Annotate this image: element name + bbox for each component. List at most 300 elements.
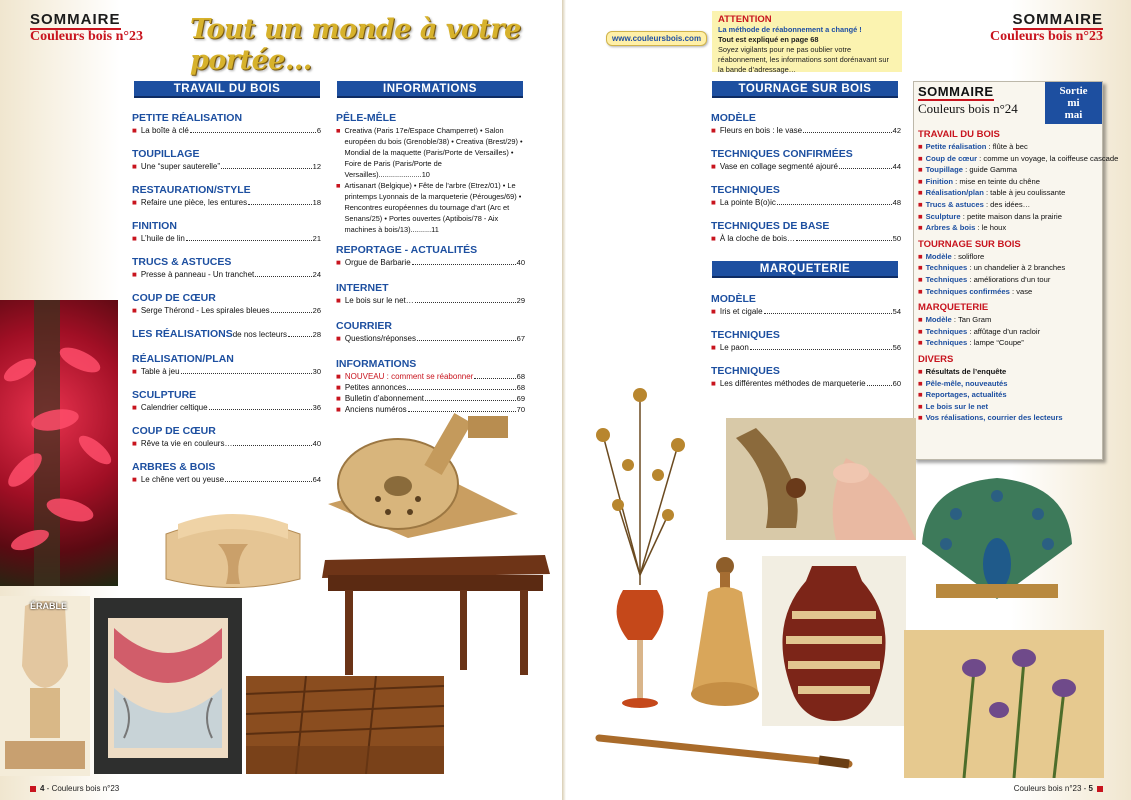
attention-line3: Soyez vigilants pour ne pas oublier votre réabonnement, les informations sont dorénavant sur la bande d’adressage… (718, 45, 889, 74)
entry-page: 21 (312, 234, 321, 243)
toc-category: TECHNIQUES (711, 365, 780, 377)
bullet-icon: ■ (918, 326, 923, 336)
toc-group (711, 220, 901, 244)
next-issue-item (918, 314, 1098, 326)
toc-entry[interactable] (132, 328, 321, 341)
bullet-icon: ■ (711, 234, 716, 243)
toc-category: SCULPTURE (132, 389, 197, 401)
entry-label: Refaire une pièce, les entures (140, 198, 248, 207)
right-header-subtitle: Couleurs bois n°23 (990, 29, 1103, 44)
left-header-title: SOMMAIRE (30, 11, 121, 28)
item-key: Arbres & bois (925, 223, 976, 233)
bullet-icon: ■ (132, 367, 137, 376)
toc-entry[interactable]: ■ Le bois sur le net… 29 (336, 296, 525, 305)
toc-category: TECHNIQUES DE BASE (711, 220, 830, 232)
entry-page: 24 (312, 270, 321, 279)
toc-group (711, 148, 901, 172)
wooden-bell-illustration (678, 552, 772, 722)
toc-group (132, 292, 321, 316)
next-issue-item (918, 378, 1098, 390)
item-value: : table à jeu coulissante (983, 188, 1066, 198)
bullet-icon: ■ (132, 126, 137, 135)
leader-dots (225, 481, 312, 482)
toc-group (132, 425, 321, 449)
right-page-number: 5 (1088, 784, 1093, 793)
next-issue-item (918, 326, 1098, 338)
bullet-icon: ■ (918, 338, 923, 348)
bullet-icon: ■ (711, 162, 716, 171)
entry-label: Une “super sauterelle” (140, 162, 220, 171)
entry-page: 6 (316, 126, 321, 135)
entry-page: 30 (312, 367, 321, 376)
sortie-word: Sortie (1059, 85, 1088, 97)
flowers-vase-illustration (588, 375, 692, 720)
entry-label: Table à jeu (140, 367, 180, 376)
sign-erable: ÉRABLE (30, 601, 68, 611)
item-key: Modèle (925, 251, 952, 261)
leader-dots (796, 240, 892, 241)
item-value: : guide Gamma (963, 165, 1018, 175)
item-key: Réalisation/plan (925, 188, 984, 198)
bullet-icon: ■ (918, 142, 923, 151)
item-text: Résultats de l’enquête (925, 366, 1007, 376)
photo-wooden-bell (678, 552, 772, 722)
item-value: : Tan Gram (951, 315, 992, 325)
toc-entry[interactable] (132, 366, 321, 377)
entry-label: Fleurs en bois : le vase (719, 126, 803, 135)
key-box-illustration (158, 504, 308, 596)
attention-line1: La méthode de réabonnement a changé ! (718, 25, 862, 34)
entry-label: À la cloche de bois… (719, 234, 795, 243)
cat-internet: INTERNET (336, 282, 389, 294)
pelemele-page-2: 11 (431, 225, 439, 234)
bullet-icon: ■ (711, 379, 716, 388)
entry-page: 68 (516, 372, 525, 381)
table-top-illustration (246, 676, 444, 774)
entry-page: 68 (516, 383, 525, 392)
toc-category: TECHNIQUES (711, 329, 780, 341)
banner-title: Tout un monde à votre portée... (190, 14, 521, 76)
bullet-icon: ■ (918, 274, 923, 284)
bullet-icon: ■ (132, 306, 137, 315)
item-value: : le houx (975, 223, 1007, 233)
left-header (30, 12, 143, 44)
toc-entry[interactable] (132, 269, 321, 280)
next-issue-item (918, 412, 1098, 424)
right-header (990, 12, 1103, 44)
peacock-illustration (916, 474, 1078, 602)
bullet-icon: ■ (132, 234, 137, 243)
attention-title: ATTENTION (718, 14, 772, 25)
toc-entry[interactable] (132, 474, 321, 485)
entry-label: La boîte à clé (140, 126, 189, 135)
next-issue-item (918, 199, 1098, 211)
toc-entry[interactable] (711, 161, 901, 172)
bullet-icon: ■ (711, 198, 716, 207)
toc-entry[interactable] (711, 197, 901, 208)
toc-category: LES RÉALISATIONS (132, 328, 233, 340)
bullet-icon: ■ (132, 475, 137, 484)
photo-iris-marquetry (904, 630, 1104, 778)
toc-entry[interactable]: ■ Bulletin d’abonnement 69 (336, 394, 525, 403)
leader-dots (271, 312, 312, 313)
item-key: Techniques (925, 338, 968, 348)
bullet-icon: ■ (918, 378, 923, 388)
leader-dots (209, 409, 312, 410)
toc-group (711, 112, 901, 136)
photo-table-top (246, 676, 444, 774)
bullet-icon: ■ (918, 223, 923, 233)
entry-label: Presse à panneau - Un tranchet (140, 270, 255, 279)
item-text: Reportages, actualités (925, 390, 1007, 400)
wooden-machine-illustration (318, 404, 518, 538)
entry-label: NOUVEAU : comment se réabonner (344, 372, 474, 381)
photo-key-box (158, 504, 308, 596)
entry-page: 56 (892, 343, 901, 352)
toc-group (132, 148, 321, 172)
next-issue-item (918, 141, 1098, 153)
entry-page: 40 (312, 439, 321, 448)
left-page-number: 4 (40, 784, 45, 793)
photo-game-table (320, 550, 552, 675)
leader-dots (803, 132, 892, 133)
toc-group (132, 389, 321, 413)
website-link[interactable]: www.couleursbois.com (606, 31, 707, 46)
left-page (0, 0, 565, 800)
toc-category: COUP DE CŒUR (132, 425, 216, 437)
toc-entry[interactable] (711, 233, 901, 244)
leader-dots (233, 445, 311, 446)
toc-entry[interactable] (711, 342, 901, 353)
photo-red-leaves (0, 300, 118, 586)
photo-wooden-machine (318, 404, 518, 538)
toc-category: MODÈLE (711, 293, 756, 305)
entry-label: Iris et cigale (719, 307, 763, 316)
toc-entry[interactable] (132, 197, 321, 208)
next-issue-title: SOMMAIRE (918, 84, 994, 99)
bullet-icon: ■ (918, 165, 923, 175)
bullet-icon: ■ (711, 343, 716, 352)
toc-group (132, 461, 321, 485)
photo-wood-flowers-vase (588, 375, 692, 720)
item-key: Techniques confirmées (925, 286, 1010, 296)
entry-page: 18 (312, 198, 321, 207)
photo-celtic-calendar (94, 598, 242, 774)
bullet-icon: ■ (132, 270, 137, 279)
entry-page: 40 (516, 258, 525, 267)
photo-wood-stick (594, 724, 854, 776)
bullet-icon: ■ (918, 401, 923, 411)
leader-dots (750, 349, 892, 350)
toc-entry[interactable]: ■ Orgue de Barbarie 40 (336, 258, 525, 267)
bar-tournage-sur-bois: TOURNAGE SUR BOIS (712, 81, 898, 98)
sortie-mi: mi (1067, 97, 1080, 109)
toc-category: TECHNIQUES CONFIRMÉES (711, 148, 853, 160)
item-key: Finition (925, 176, 954, 186)
item-value: : petite maison dans la prairie (960, 211, 1062, 221)
bullet-icon: ■ (918, 366, 923, 376)
entry-label: Rêve ta vie en couleurs… (140, 439, 233, 448)
item-key: Techniques (925, 326, 968, 336)
bullet-icon: ■ (918, 153, 923, 163)
entry-label: Vase en collage segmenté ajouré (719, 162, 838, 171)
item-value: : des idées… (983, 199, 1031, 209)
next-issue-category: TRAVAIL DU BOIS (918, 129, 1000, 140)
toc-entry[interactable]: ■ NOUVEAU : comment se réabonner 68 (336, 372, 525, 381)
leader-dots (221, 168, 312, 169)
next-issue-item (918, 274, 1098, 286)
item-text: Vos réalisations, courrier des lecteurs (925, 413, 1063, 423)
item-value: : améliorations d’un tour (967, 274, 1051, 284)
leader-dots (181, 373, 312, 374)
toc-entry[interactable] (711, 125, 901, 136)
toc-group (711, 184, 901, 208)
item-key: Trucs & astuces (925, 199, 984, 209)
toc-category: PETITE RÉALISATION (132, 112, 243, 124)
leader-dots (248, 204, 312, 205)
bullet-icon: ■ (132, 162, 137, 171)
right-page (566, 0, 1131, 800)
bullet-icon: ■ (132, 403, 137, 412)
toc-category: RESTAURATION/STYLE (132, 184, 251, 196)
next-issue-item (918, 164, 1098, 176)
leader-dots (255, 276, 311, 277)
entry-label: La pointe B(o)ic (719, 198, 776, 207)
bullet-icon: ■ (918, 390, 923, 400)
entry-page: 12 (312, 162, 321, 171)
entry-label: Petites annonces (344, 383, 407, 392)
next-issue-item (918, 153, 1119, 165)
toc-entry[interactable]: ■ Anciens numéros 70 (336, 405, 525, 414)
bullet-icon: ■ (918, 251, 923, 261)
toc-group (132, 112, 321, 136)
toc-entry[interactable]: ■ Questions/réponses 67 (336, 334, 525, 343)
next-issue-item (918, 337, 1098, 349)
game-table-illustration (320, 550, 552, 675)
entry-label: Les différentes méthodes de marqueterie (719, 379, 866, 388)
toc-informations (336, 112, 525, 424)
next-issue-sections (914, 129, 1119, 424)
toc-entry[interactable] (132, 161, 321, 172)
toc-entry[interactable]: ■ Petites annonces 68 (336, 383, 525, 392)
right-footer-text: Couleurs bois n°23 - (1013, 784, 1089, 793)
entry-page: 67 (516, 334, 525, 343)
toc-group (132, 353, 321, 377)
entry-label: Serge Thérond - Les spirales bleues (140, 306, 270, 315)
entry-page: 48 (892, 198, 901, 207)
toc-group (132, 184, 321, 208)
next-issue-item (918, 222, 1098, 234)
next-issue-item (918, 251, 1098, 263)
cat-informations: INFORMATIONS (336, 358, 417, 370)
pelemele-text-2: Artisanart (Belgique) • Fête de l’arbre (Etrez/01) • Le printemps Lyonnais de la marqueterie (Pérouges/69) • Rencontres européennes du tournage d’art (Arc et Senans/25) • Portes ouvertes (Aptibois/78 - Aix machines à bois/13) (344, 181, 522, 234)
next-issue-item (918, 286, 1098, 298)
wood-stick-illustration (594, 724, 854, 776)
entry-label: Bulletin d’abonnement (344, 394, 425, 403)
item-key: Modèle (925, 315, 952, 325)
entry-page: 44 (892, 162, 901, 171)
toc-entry[interactable] (132, 125, 321, 136)
bullet-icon: ■ (918, 315, 923, 325)
toc-group (132, 220, 321, 244)
item-key: Techniques (925, 274, 968, 284)
entry-page: 36 (312, 403, 321, 412)
bar-informations: INFORMATIONS (337, 81, 523, 98)
toc-group (711, 365, 901, 389)
toc-category: COUP DE CŒUR (132, 292, 216, 304)
next-issue-item (918, 211, 1098, 223)
toc-category: ARBRES & BOIS (132, 461, 216, 473)
entry-label: de nos lecteurs (232, 330, 287, 339)
entry-page: 50 (892, 234, 901, 243)
next-issue-item (918, 389, 1098, 401)
entry-page: 70 (516, 405, 525, 414)
next-issue-item (918, 187, 1098, 199)
item-key: Coup de cœur (925, 153, 978, 163)
leader-dots (839, 168, 892, 169)
toc-entry[interactable] (711, 306, 901, 317)
photo-sculpture-erable (0, 596, 90, 776)
pelemele-text-1: Creativa (Paris 17e/Espace Champerret) • Salon européen du bois (Grenoble/38) • Creativa (Brest/29) • Mondial de la maquette (Paris/Porte de Versailles) • Foire de Paris (Paris/Porte de Versailles) (344, 126, 523, 179)
entry-label: Orgue de Barbarie (344, 258, 411, 267)
item-value: : soliflore (951, 251, 985, 261)
item-key: Techniques (925, 263, 968, 273)
entry-page: 42 (892, 126, 901, 135)
attention-line2: Tout est expliqué en page 68 (718, 35, 819, 44)
photo-segmented-vase (762, 556, 906, 726)
item-value: : vase (1009, 286, 1033, 296)
cat-pele-mele: PÊLE-MÊLE (336, 112, 397, 124)
bar-travail-du-bois: TRAVAIL DU BOIS (134, 81, 320, 98)
bullet-icon: ■ (132, 198, 137, 207)
next-issue-item (918, 401, 1098, 413)
toc-category: TRUCS & ASTUCES (132, 256, 232, 268)
bullet-icon: ■ (918, 286, 923, 296)
toc-group (132, 328, 321, 341)
item-value: : flûte à bec (986, 142, 1028, 151)
entry-label: Calendrier celtique (140, 403, 208, 412)
bullet-icon: ■ (918, 211, 923, 221)
toc-entry[interactable] (711, 378, 901, 389)
photo-marquetry-hands (726, 418, 916, 540)
toc-category: TOUPILLAGE (132, 148, 200, 160)
next-issue-item (918, 366, 1098, 378)
toc-category: RÉALISATION/PLAN (132, 353, 234, 365)
item-value: : un chandelier à 2 branches (967, 263, 1066, 273)
toc-marqueterie (711, 293, 901, 401)
right-footer (1014, 784, 1103, 793)
cat-reportage: REPORTAGE - ACTUALITÉS (336, 244, 478, 256)
entry-page: 64 (312, 475, 321, 484)
left-footer-text: - Couleurs bois n°23 (44, 784, 120, 793)
leader-dots (288, 336, 312, 337)
entry-label: L’huile de lin (140, 234, 185, 243)
next-issue-item (918, 262, 1098, 274)
red-leaves-illustration (0, 300, 118, 586)
left-footer (30, 784, 119, 793)
attention-box (712, 11, 902, 72)
entry-page: 28 (312, 330, 321, 339)
item-value: : lampe “Coupe” (967, 338, 1024, 348)
next-issue-category: DIVERS (918, 353, 954, 365)
toc-travail-du-bois (132, 112, 321, 497)
next-issue-box (913, 81, 1119, 460)
toc-entry[interactable] (132, 402, 321, 413)
next-issue-header (914, 82, 1102, 124)
celtic-calendar-illustration (94, 598, 242, 774)
toc-group (132, 256, 321, 280)
bullet-icon: ■ (918, 188, 923, 198)
leader-dots (190, 132, 316, 133)
next-issue-subtitle: Couleurs bois n°24 (918, 101, 1018, 116)
toc-tournage (711, 112, 901, 256)
marquetry-hands-illustration (726, 418, 916, 540)
bullet-icon: ■ (711, 126, 716, 135)
toc-entry[interactable] (132, 305, 321, 316)
segmented-vase-illustration (762, 556, 906, 726)
toc-entry[interactable] (132, 438, 321, 449)
release-date-badge (1045, 82, 1102, 124)
entry-page: 69 (516, 394, 525, 403)
toc-group (711, 329, 901, 353)
bullet-icon: ■ (132, 439, 137, 448)
toc-category: TECHNIQUES (711, 184, 780, 196)
cat-courrier: COURRIER (336, 320, 393, 332)
next-issue-category: MARQUETERIE (918, 302, 989, 314)
bullet-icon: ■ (918, 199, 923, 209)
entry-label: Le chêne vert ou yeuse (140, 475, 225, 484)
sortie-mai: mai (1064, 109, 1083, 121)
entry-page: 26 (312, 306, 321, 315)
next-issue-category: TOURNAGE SUR BOIS (918, 238, 1021, 250)
leader-dots (777, 204, 892, 205)
item-text: Pêle-mêle, nouveautés (925, 378, 1008, 388)
bullet-icon: ■ (918, 413, 923, 423)
bullet-icon: ■ (918, 176, 923, 186)
entry-page: 54 (892, 307, 901, 316)
pelemele-entry-2[interactable]: ■ Artisanart (Belgique) • Fête de l’arbre (Etrez/01) • Le printemps Lyonnais de la marqueterie (Pérouges/69) • Rencontres européennes du tournage d’art (Arc et Senans/25) • Portes ouvertes (Aptibois/78 - Aix machines à bois/13)..........11 (336, 181, 522, 234)
right-header-title: SOMMAIRE (1012, 11, 1103, 28)
leader-dots (764, 313, 892, 314)
item-value: : mise en teinte du chêne (953, 176, 1040, 186)
iris-marquetry-illustration (904, 630, 1104, 778)
bullet-icon: ■ (918, 263, 923, 273)
entry-page: 60 (892, 379, 901, 388)
left-header-subtitle: Couleurs bois n°23 (30, 29, 143, 44)
pelemele-entry-1[interactable]: ■ Creativa (Paris 17e/Espace Champerret) • Salon européen du bois (Grenoble/38) • Creativa (Brest/29) • Mondial de la maquette (Paris/Porte de Versailles) • Foire de Paris (Paris/Porte de Versailles).....................10 (336, 126, 523, 179)
toc-category: FINITION (132, 220, 177, 232)
entry-label: Anciens numéros (344, 405, 407, 414)
next-issue-item (918, 176, 1098, 188)
item-key: Toupillage (925, 165, 963, 175)
item-key: Sculpture (925, 211, 961, 221)
item-value: : affûtage d’un racloir (967, 326, 1041, 336)
item-key: Petite réalisation (925, 142, 987, 151)
entry-label: Le paon (719, 343, 749, 352)
toc-category: MODÈLE (711, 112, 756, 124)
leader-dots (186, 240, 312, 241)
item-text: Le bois sur le net (925, 401, 989, 411)
toc-group (711, 293, 901, 317)
bullet-icon: ■ (711, 307, 716, 316)
leader-dots (867, 385, 892, 386)
photo-peacock (916, 474, 1078, 602)
pelemele-page-1: 10 (421, 170, 430, 179)
toc-entry[interactable] (132, 233, 321, 244)
entry-label: Le bois sur le net… (344, 296, 414, 305)
bar-marqueterie: MARQUETERIE (712, 261, 898, 278)
entry-page: 29 (516, 296, 525, 305)
